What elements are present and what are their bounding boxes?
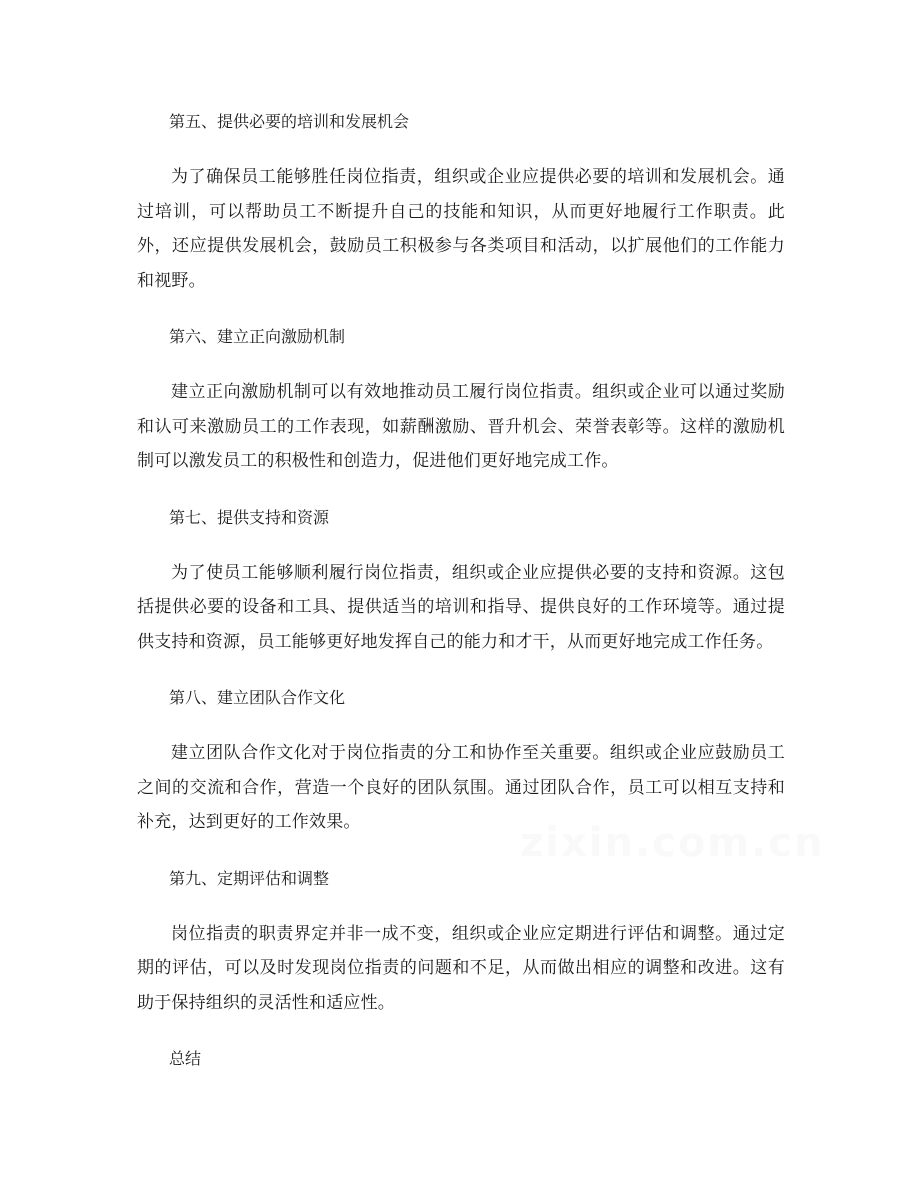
section-heading-6: 第六、建立正向激励机制: [169, 327, 346, 346]
document-body: [137, 104, 785, 1097]
section-heading-7: 第七、提供支持和资源: [169, 507, 330, 527]
section-heading-9: 第九、定期评估和调整: [169, 868, 330, 888]
section-paragraph-5: 为了确保员工能够胜任岗位指责，组织或企业应提供必要的培训和发展机会。通过培训，可以帮助员工不断提升自己的技能和知识，从而更好地履行工作职责。此外，还应提供发展机会，鼓励员工积极参与各类项目和活动，以扩展他们的工作能力和视野。: [137, 167, 785, 291]
section-paragraph-9: 岗位指责的职责界定并非一成不变，组织或企业应定期进行评估和调整。通过定期的评估，可以及时发现岗位指责的问题和不足，从而做出相应的调整和改进。这有助于保持组织的灵活性和适应性。: [137, 923, 785, 1013]
section-paragraph-7: 为了使员工能够顺利履行岗位指责，组织或企业应提供必要的支持和资源。这包括提供必要的设备和工具、提供适当的培训和指导、提供良好的工作环境等。通过提供支持和资源，员工能够更好地发挥自己的能力和才干，从而更好地完成工作任务。: [137, 562, 785, 652]
section-paragraph-6: 建立正向激励机制可以有效地推动员工履行岗位指责。组织或企业可以通过奖励和认可来激励员工的工作表现，如薪酬激励、晋升机会、荣誉表彰等。这样的激励机制可以激发员工的积极性和创造力，促进他们更好地完成工作。: [137, 382, 785, 471]
section-paragraph-8: 建立团队合作文化对于岗位指责的分工和协作至关重要。组织或企业应鼓励员工之间的交流和合作，营造一个良好的团队氛围。通过团队合作，员工可以相互支持和补充，达到更好的工作效果。: [137, 743, 785, 832]
section-heading-8: 第八、建立团队合作文化: [169, 688, 346, 707]
summary-heading: 总结: [169, 1049, 202, 1068]
section-heading-5: 第五、提供必要的培训和发展机会: [169, 112, 410, 131]
watermark: zixin.com.cn: [520, 820, 825, 866]
